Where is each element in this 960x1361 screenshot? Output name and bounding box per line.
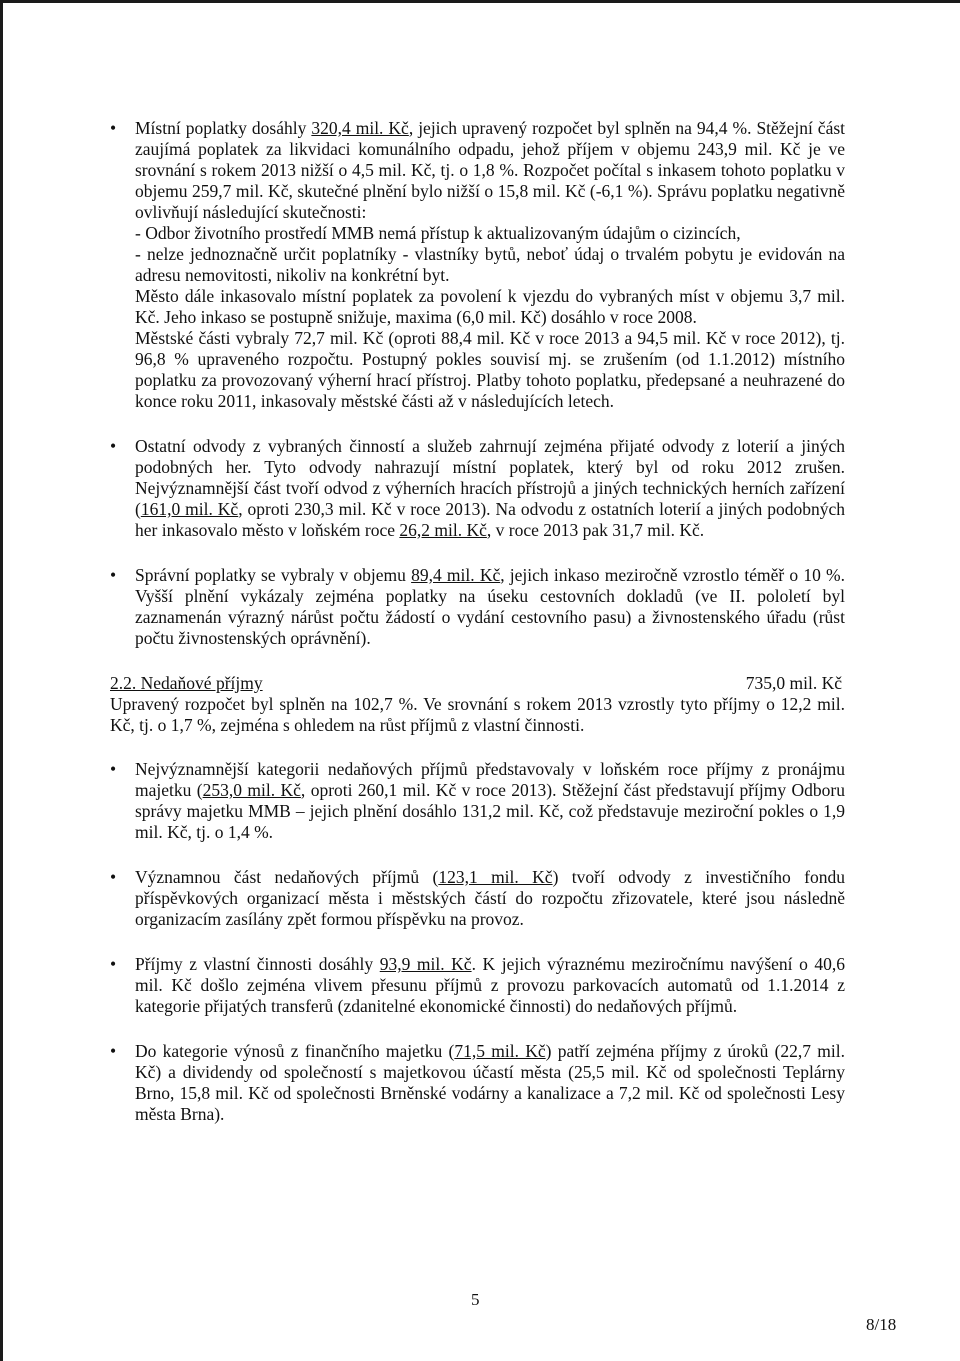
- scan-edge: [0, 0, 3, 1361]
- bullet-dot: •: [110, 565, 117, 585]
- text: , jejich inkaso meziročně vzrostlo téměř o 10 %. Vyšší plnění vykázaly zejména poplatky na úseku cestovních dokladů (ve II. pololetí byl zaznamenán výrazný nárůst počtu žádostí o vydání cestovního pasu) a živnostenského úřadu (růst počtu živnostenských oprávnění).: [135, 565, 845, 648]
- text: Nejvýznamnější kategorii nedaňových příjmů představovaly v loňském roce příjmy z pronájmu majetku (: [135, 759, 845, 800]
- text: , oproti 260,1 mil. Kč v roce 2013). Stěžejní část představují příjmy Odboru správy majetku MMB – jejich plnění dosáhlo 131,2 mil. Kč, což představuje meziroční pokles o 1,9 mil. Kč, tj. o 1,4 %.: [135, 780, 845, 842]
- bullet-investment-fund: [110, 867, 845, 930]
- text: . K jejich výraznému meziročnímu navýšení o 40,6 mil. Kč došlo zejména vlivem přesunu příjmů z provozu parkovacích automatů od 1.1.2014 z kategorie přijatých transferů (zdanitelné ekonomické činnosti) do nedaňových příjmů.: [135, 954, 845, 1016]
- text: , oproti 230,3 mil. Kč v roce 2013). Na odvodu z ostatních loterií a jiných podobných her inkasovalo město v loňském roce: [135, 499, 846, 540]
- dash-line: - nelze jednoznačně určit poplatníky - vlastníky bytů, neboť údaj o trvalém pobytu je evidován na adresu nemovitosti, nikoliv na konkrétní byt.: [135, 244, 845, 285]
- text: Správní poplatky se vybraly v objemu: [135, 565, 412, 585]
- underlined-amount: 161,0 mil. Kč: [140, 499, 239, 519]
- paragraph: Město dále inkasovalo místní poplatek za povolení k vjezdu do vybraných míst v objemu 3,7 mil. Kč. Jeho inkaso se postupně snižuje, maxima (6,0 mil. Kč) dosáhlo v roce 2008.: [135, 286, 845, 327]
- paragraph: [135, 759, 845, 843]
- bullet-local-fees: [110, 118, 845, 412]
- bullet-other-levies: [110, 436, 845, 541]
- paragraph: [135, 565, 845, 649]
- sheet-number: 8/18: [866, 1315, 897, 1334]
- bullet-dot: •: [110, 1041, 117, 1061]
- dash-line: - Odbor životního prostředí MMB nemá přístup k aktualizovaným údajům o cizincích,: [135, 223, 741, 243]
- underlined-amount: 253,0 mil. Kč: [202, 780, 301, 800]
- text: , v roce 2013 pak 31,7 mil. Kč.: [486, 520, 705, 540]
- paragraph: [135, 118, 845, 223]
- underlined-amount: 320,4 mil. Kč: [311, 118, 409, 138]
- section-title: 2.2. Nedaňové příjmy: [110, 673, 263, 693]
- section-intro: Upravený rozpočet byl splněn na 102,7 %. Ve srovnání s rokem 2013 vzrostly tyto příjmy o 12,2 mil. Kč, tj. o 1,7 %, zejména s ohledem na růst příjmů z vlastní činnosti.: [110, 694, 845, 735]
- bullet-property-rental: [110, 759, 845, 843]
- bullet-dot: •: [110, 118, 117, 138]
- paragraph: [135, 867, 845, 930]
- bullet-dot: •: [110, 867, 117, 887]
- paragraph: Městské části vybraly 72,7 mil. Kč (oproti 88,4 mil. Kč v roce 2013 a 94,5 mil. Kč v roce 2012), tj. 96,8 % upraveného rozpočtu. Postupný pokles souvisí mj. se zrušením (od 1.1.2012) místního poplatku za provozovaný výherní hrací přístroj. Platby tohoto poplatku, předepsané a neuhrazené do konce roku 2011, inkasovaly městské části až v následujících letech.: [135, 328, 845, 411]
- paragraph: [135, 1041, 845, 1125]
- text: Příjmy z vlastní činnosti dosáhly: [135, 954, 380, 974]
- text: Do kategorie výnosů z finančního majetku (: [135, 1041, 455, 1061]
- bullet-dot: •: [110, 954, 117, 974]
- scan-edge: [0, 0, 960, 3]
- text: Významnou část nedaňových příjmů (: [135, 867, 439, 887]
- underlined-amount: 26,2 mil. Kč: [399, 520, 487, 540]
- underlined-amount: 93,9 mil. Kč: [379, 954, 472, 974]
- underlined-amount: 89,4 mil. Kč: [411, 565, 501, 585]
- underlined-amount: 71,5 mil. Kč: [454, 1041, 546, 1061]
- bullet-administrative-fees: [110, 565, 845, 649]
- page-number: 5: [471, 1290, 480, 1309]
- text: ) patří zejména příjmy z úroků (22,7 mil. Kč) a dividendy od společností s majetkovou účastí města (25,5 mil. Kč od společnosti Teplárny Brno, 15,8 mil. Kč od společnosti Brněnské vodárny a kanalizace a 7,2 mil. Kč od společnosti Lesy města Brna).: [135, 1041, 845, 1124]
- text: ) tvoří odvody z investičního fondu příspěvkových organizací města i městských částí do rozpočtu zřizovatele, které jsou následně organizacím zasílány zpět formou příspěvku na provoz.: [135, 867, 845, 929]
- underlined-amount: 123,1 mil. Kč: [438, 867, 553, 887]
- bullet-own-activity: [110, 954, 845, 1017]
- section-heading: [110, 673, 845, 694]
- paragraph: [135, 436, 845, 541]
- text: Místní poplatky dosáhly: [135, 118, 312, 138]
- bullet-financial-assets: [110, 1041, 845, 1125]
- bullet-dot: •: [110, 436, 117, 456]
- document-body: [110, 114, 845, 1125]
- bullet-dot: •: [110, 759, 117, 779]
- text: , jejich upravený rozpočet byl splněn na 94,4 %. Stěžejní část zaujímá poplatek za likvidaci komunálního odpadu, jehož příjem v objemu 243,9 mil. Kč je ve srovnání s rokem 2013 nižší o 4,5 mil. Kč, tj. o 1,8 %. Rozpočet počítal s inkasem tohoto poplatku v objemu 259,7 mil. Kč, skutečné plnění bylo nižší o 15,8 mil. Kč (-6,1 %). Správu poplatku negativně ovlivňují následující skutečnosti:: [135, 118, 846, 222]
- paragraph: [135, 954, 845, 1017]
- section-amount: 735,0 mil. Kč: [745, 673, 842, 693]
- text: Ostatní odvody z vybraných činností a služeb zahrnují zejména přijaté odvody z loterií a jiných podobných her. Tyto odvody nahrazují místní poplatek, který byl od roku 2012 zrušen. Nejvýznamnější část tvoří odvod z výherních hracích přístrojů a jiných technických herních zařízení (: [135, 436, 845, 519]
